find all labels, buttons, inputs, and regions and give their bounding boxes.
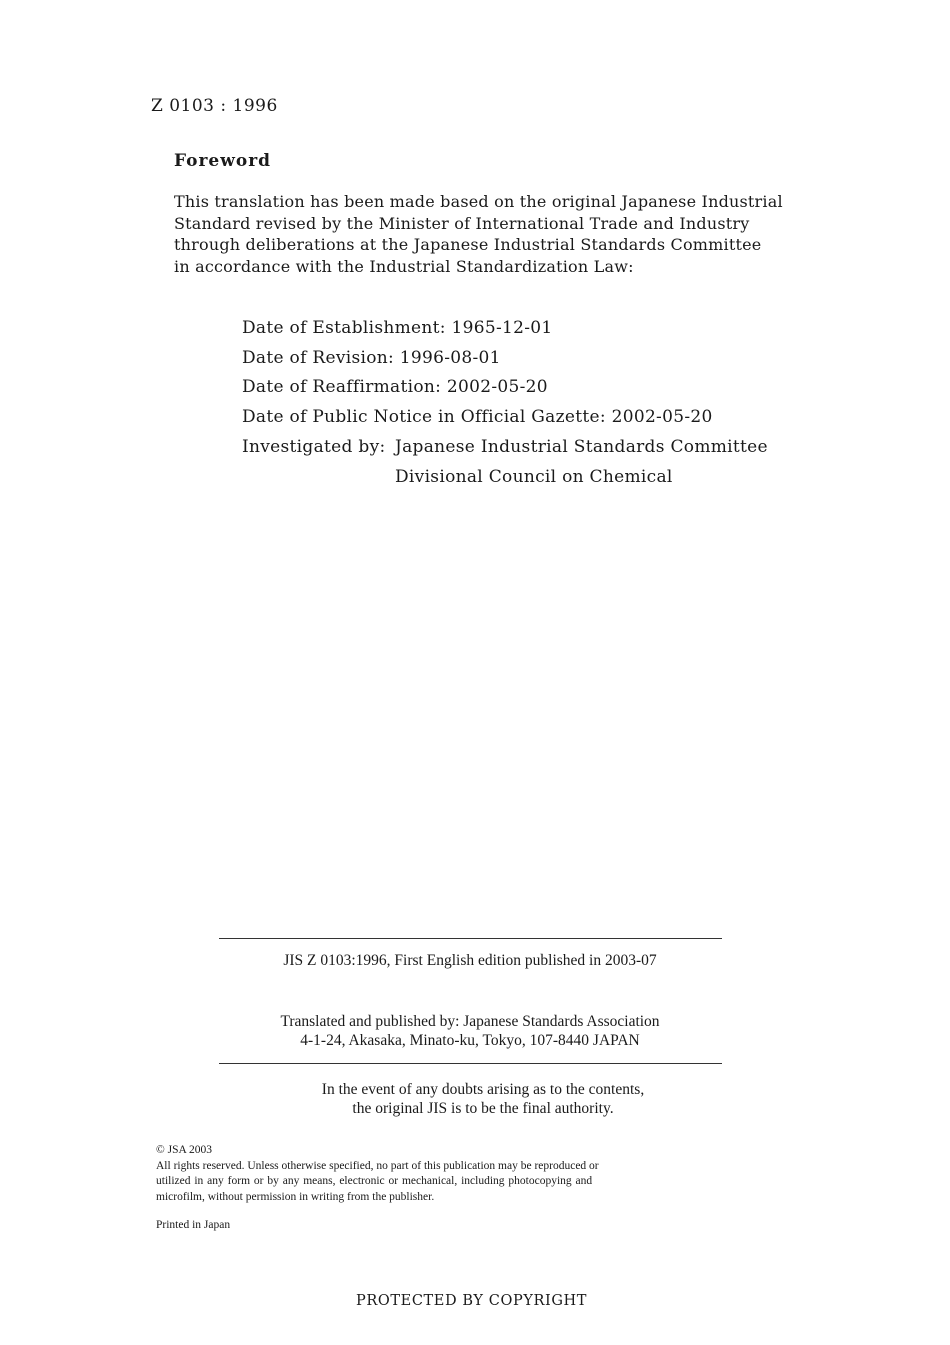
foreword-line: Standard revised by the Minister of International Trade and Industry [174, 213, 750, 233]
date-reaffirmation: Date of Reaffirmation: 2002-05-20 [242, 377, 548, 398]
copyright-block [156, 1143, 599, 1205]
printed-in: Printed in Japan [156, 1219, 231, 1231]
investigated-by-label: Investigated by: [242, 436, 386, 457]
copyright-text-line: All rights reserved. Unless otherwise specified, no part of this publication may be reproduced or [156, 1159, 599, 1172]
investigated-by-council: Divisional Council on Chemical [395, 466, 673, 487]
foreword-line: in accordance with the Industrial Standardization Law: [174, 256, 634, 276]
foreword-paragraph [174, 191, 794, 277]
top-divider [219, 938, 722, 939]
investigated-by-row [242, 433, 768, 463]
authority-notice [0, 1080, 950, 1118]
copyright-text-line: microfilm, without permission in writing from the publisher. [156, 1190, 435, 1203]
edition-line: JIS Z 0103:1996, First English edition published in 2003-07 [283, 952, 657, 969]
foreword-line: through deliberations at the Japanese Industrial Standards Committee [174, 235, 762, 254]
bottom-divider [219, 1063, 722, 1064]
publisher-address: 4-1-24, Akasaka, Minato-ku, Tokyo, 107-8440 JAPAN [300, 1032, 640, 1049]
investigated-by-row-2 [242, 463, 713, 493]
copyright-text-line: utilized in any form or by any means, electronic or mechanical, including photocopying and [156, 1175, 593, 1187]
date-establishment: Date of Establishment: 1965-12-01 [242, 318, 553, 338]
document-id: Z 0103 : 1996 [151, 96, 278, 116]
foreword-line: This translation has been made based on the original Japanese Industrial [174, 192, 783, 211]
foreword-heading: Foreword [174, 151, 272, 171]
date-revision: Date of Revision: 1996-08-01 [242, 347, 501, 368]
authority-line: the original JIS is to be the final authority. [352, 1100, 614, 1117]
protected-by-copyright: PROTECTED BY COPYRIGHT [356, 1293, 588, 1309]
dates-block [242, 314, 768, 492]
investigated-by-committee: Japanese Industrial Standards Committee [395, 436, 768, 457]
copyright-symbol-line: © JSA 2003 [156, 1144, 213, 1156]
date-public-notice: Date of Public Notice in Official Gazette: 2002-05-20 [242, 407, 713, 428]
publisher-line: Translated and published by: Japanese Standards Association [280, 1013, 660, 1030]
authority-line: In the event of any doubts arising as to the contents, [321, 1081, 645, 1098]
publisher-block [0, 1012, 940, 1050]
